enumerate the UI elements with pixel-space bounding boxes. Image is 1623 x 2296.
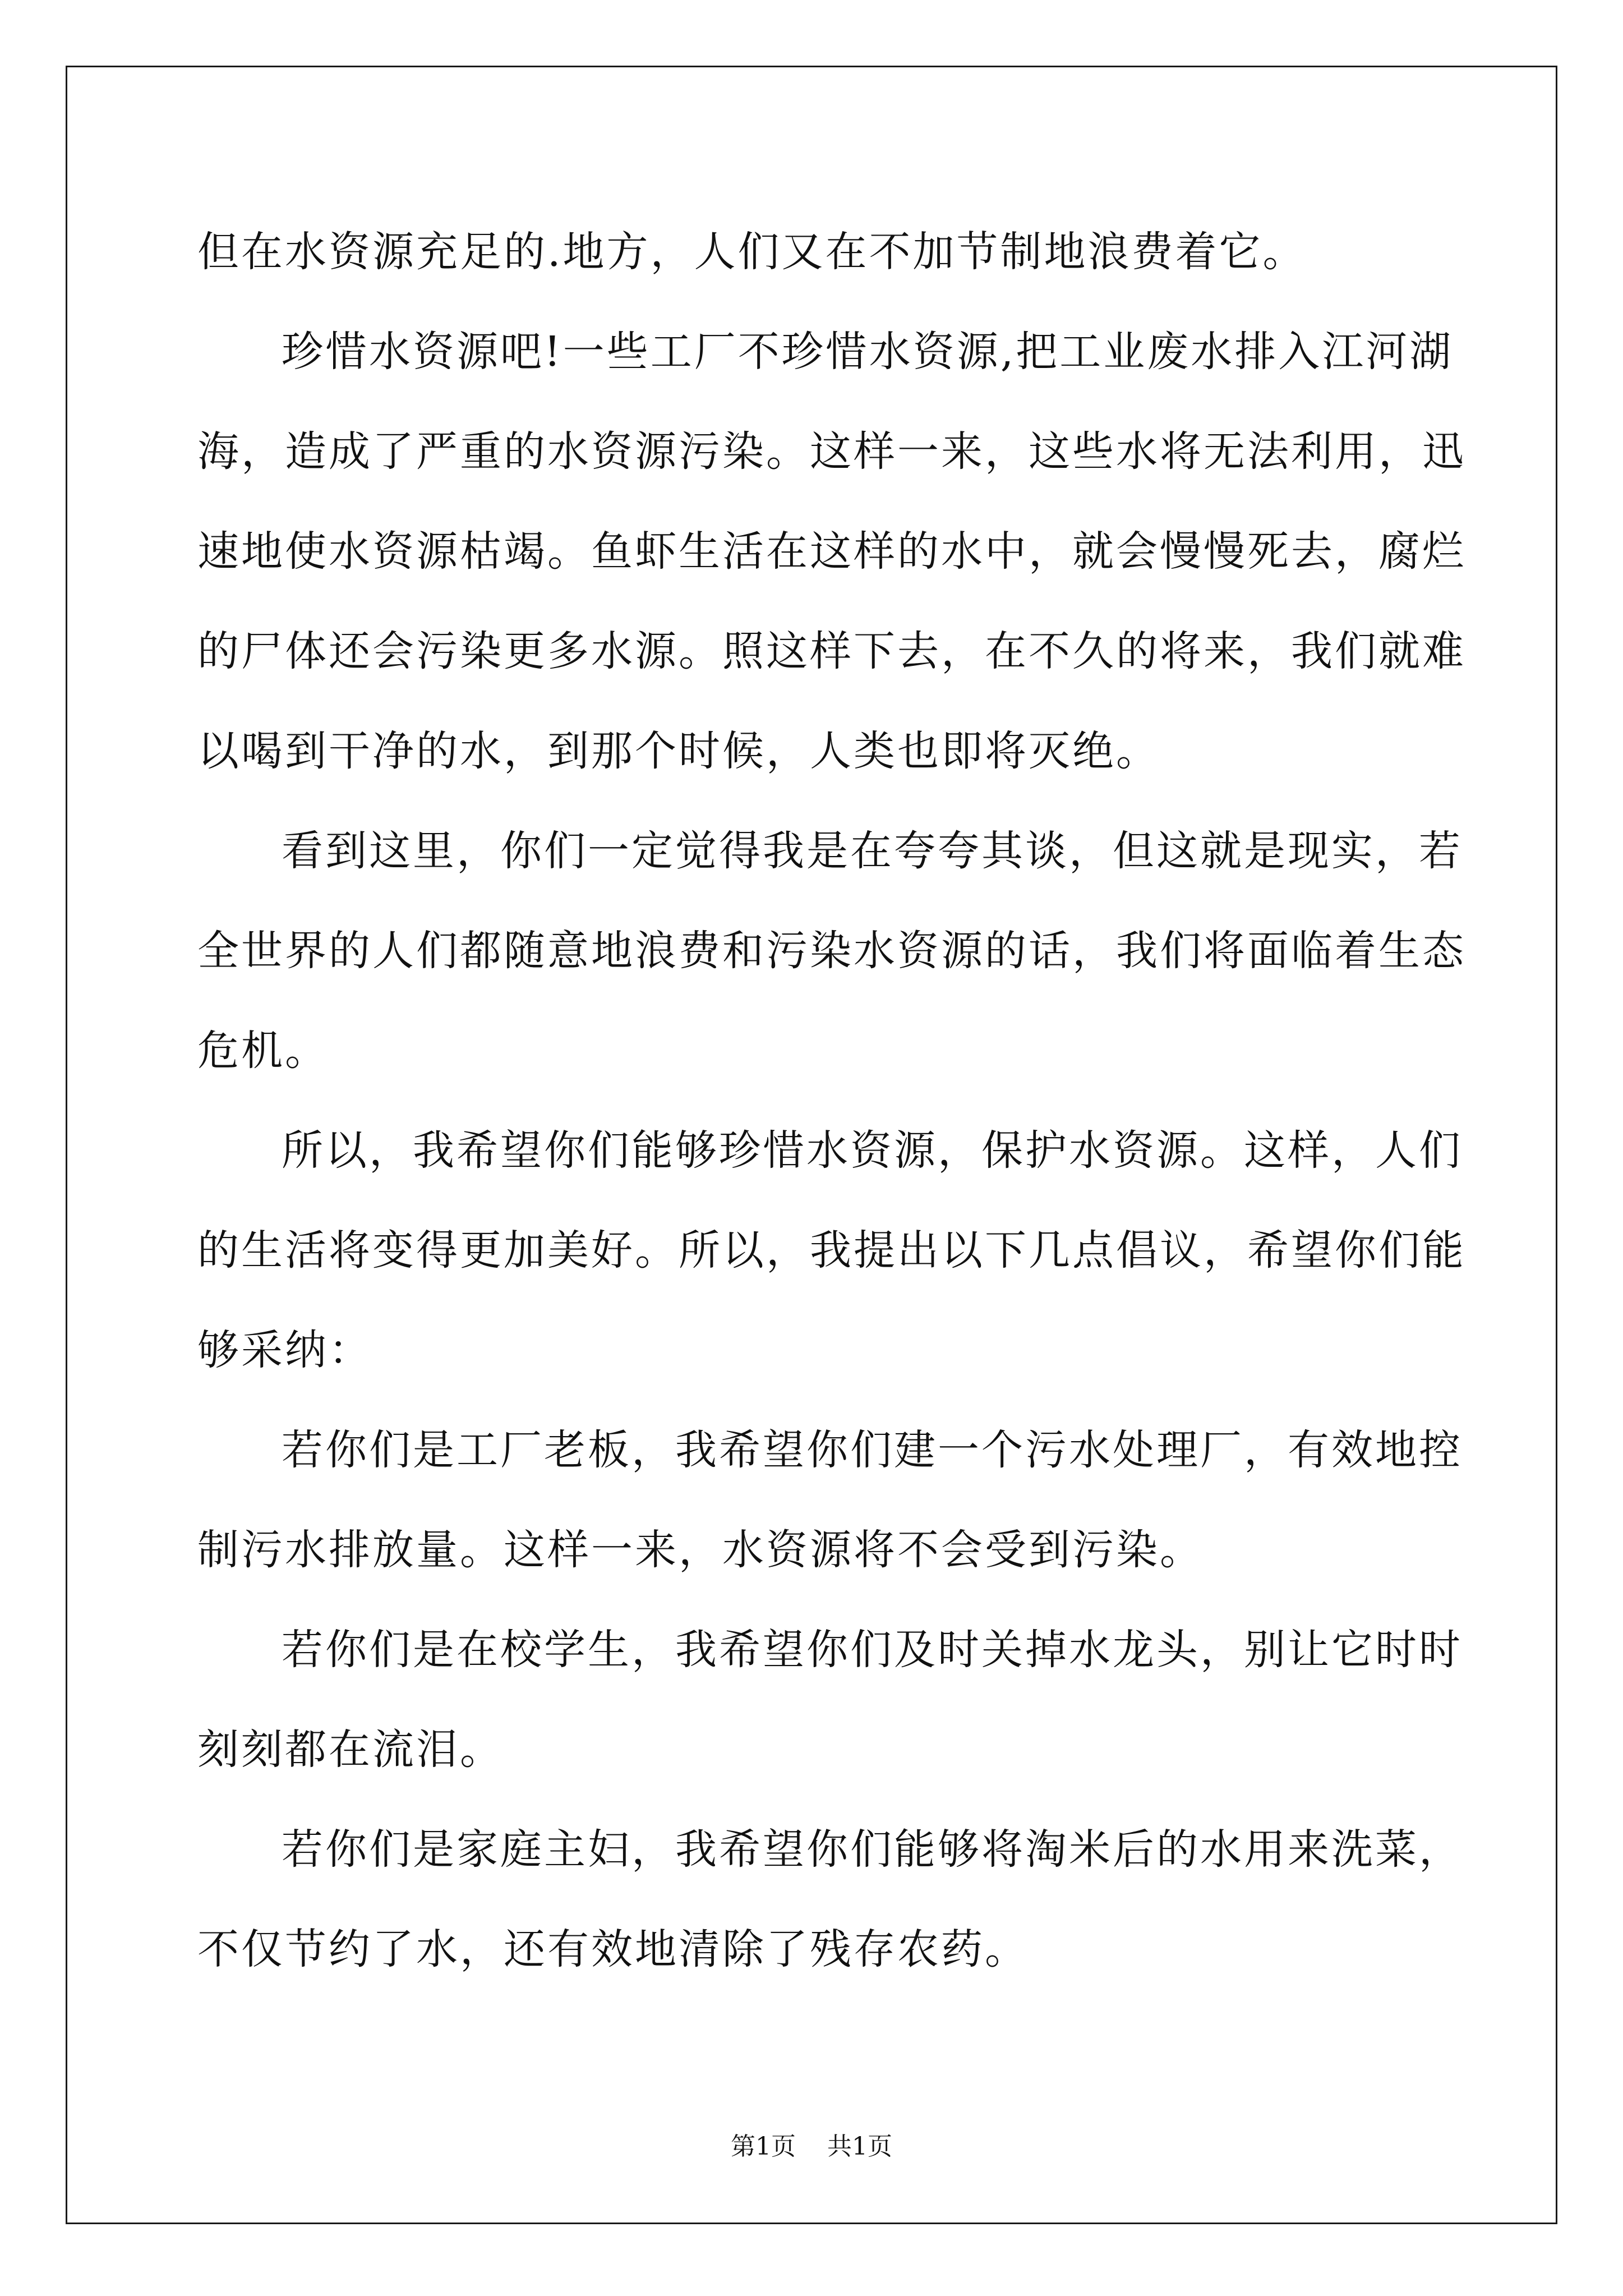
paragraph-4: 所以，我希望你们能够珍惜水资源，保护水资源。这样，人们的生活将变得更加美好。所以，我提出以下几点倡议，希望你们能够采纳： [197, 1126, 1466, 1374]
paragraph-2: 珍惜水资源吧!一些工厂不珍惜水资源,把工业废水排入江河湖海，造成了严重的水资源污染。这样一来，这些水将无法利用，迅速地使水资源枯竭。鱼虾生活在这样的水中，就会慢慢死去，腐烂的尸体还会污染更多水源。照这样下去，在不久的将来，我们就难以喝到干净的水，到那个时候，人类也即将灭绝。 [197, 328, 1466, 775]
page-total: 共1页 [827, 2132, 892, 2161]
footer-spacer [796, 2132, 827, 2161]
paragraph-1: 但在水资源充足的.地方，人们又在不加节制地浪费着它。 [197, 228, 1307, 276]
paragraph-3: 看到这里，你们一定觉得我是在夸夸其谈，但这就是现实，若全世界的人们都随意地浪费和污染水资源的话，我们将面临着生态危机。 [197, 827, 1466, 1075]
page-footer [0, 2126, 1623, 2162]
paragraph-7: 若你们是家庭主妇，我希望你们能够将淘米后的水用来洗菜，不仅节约了水，还有效地清除了残存农药。 [197, 1825, 1463, 1973]
document-body [197, 202, 1487, 1999]
paragraph-6: 若你们是在校学生，我希望你们及时关掉水龙头，别让它时时刻刻都在流泪。 [197, 1626, 1463, 1774]
page-number: 第1页 [731, 2132, 796, 2161]
paragraph-5: 若你们是工厂老板，我希望你们建一个污水处理厂，有效地控制污水排放量。这样一来，水资源将不会受到污染。 [197, 1426, 1463, 1574]
